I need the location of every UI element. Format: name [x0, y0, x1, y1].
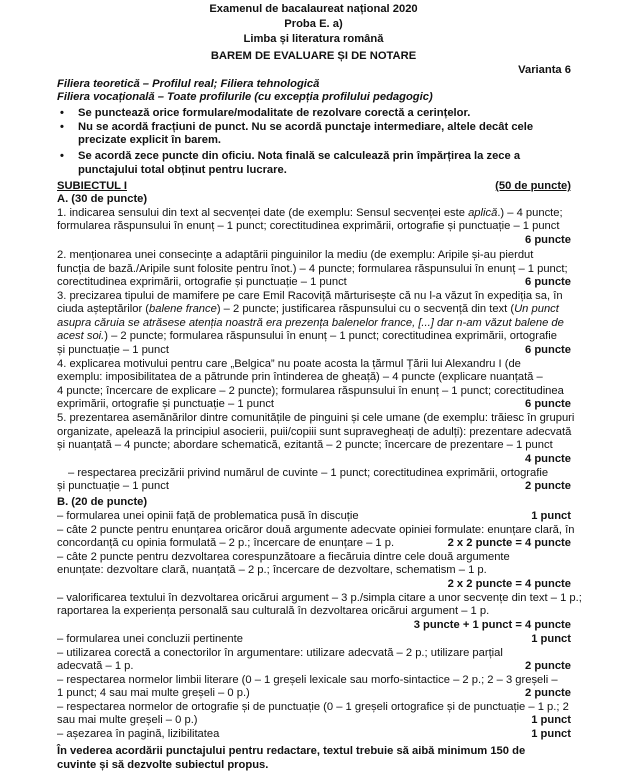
rule-1: Se punctează orice formulare/modalitate de rezolvare corectă a cerințelor.	[78, 107, 471, 119]
criterion-text-use-line-2: raportarea la experiența personală sau culturală în dezvoltarea oricărui argument – 1 p.	[57, 605, 490, 617]
criterion-layout-points: 1 punct	[531, 728, 571, 740]
criterion-conclusion-points: 1 punct	[531, 633, 571, 645]
item-3-line-3: asupra căruia se atrăsese atenția noastră era prezența balenelor france, [...] dar n-am văzut balene de	[57, 317, 564, 329]
criterion-text-use-line-1: – valorificarea textului în dezvoltarea oricărui argument – 3 p./simpla citare a unor secvențe din text – 1 p.;	[57, 592, 582, 604]
exam-subject: Proba E. a)	[284, 18, 343, 30]
criterion-connectors-points: 2 puncte	[524, 660, 571, 672]
criterion-norms-line-1: – respectarea normelor limbii literare (0 – 1 greșeli lexicale sau morfo-sintactice – 2 p.; 2 – 3 greșeli –	[57, 674, 558, 686]
part-b-title: B. (20 de puncte)	[57, 496, 148, 508]
criterion-development-line-1: – câte 2 puncte pentru dezvoltarea corespunzătoare a fiecăruia dintre cele două argumente	[57, 551, 510, 563]
part-a-title: A. (30 de puncte)	[57, 193, 148, 205]
bullet-icon: •	[60, 150, 64, 162]
item-5-points: 2 puncte	[524, 480, 571, 492]
item-2-line-1: 2. menționarea unei consecințe a adaptării pinguinilor la mediu (de exemplu: Aripile și-au pierdut	[57, 249, 534, 261]
criterion-arguments-line-1: – câte 2 puncte pentru enunțarea oricăror două argumente adecvate opiniei formulate: enunțare clară, în	[57, 524, 575, 536]
item-2-points: 6 puncte	[524, 276, 571, 288]
criterion-spelling-line-1: – respectarea normelor de ortografie și de punctuație (0 – 1 greșeli ortografice și de punctuație – 1 p.; 2	[57, 701, 569, 713]
item-3-line-1: 3. precizarea tipului de mamifere pe care Emil Racoviță mărturisește că nu l-a văzut în expediția sa, în	[57, 290, 563, 302]
section-points: (50 de puncte)	[495, 180, 571, 192]
item-3-line-4: acest soi.) – 2 puncte; formularea răspunsului în enunț – 1 punct; corectitudinea exprimării, ortografie	[57, 330, 557, 342]
item-4-line-3: 4 puncte; încercare de explicare – 2 puncte); formularea răspunsului în enunț – 1 punct; corectitudinea	[57, 385, 564, 397]
criterion-arguments-line-2: concordanță cu opinia formulată – 2 p.; încercare de enunțare – 1 p.	[57, 537, 395, 549]
criterion-development-line-2: enunțate: dezvoltare clară, nuanțată – 2 p.; încercare de dezvoltare, schematism – 1 p.	[57, 564, 487, 576]
section-title: SUBIECTUL I	[57, 180, 128, 192]
item-4-line-4: exprimării, ortografie și punctuație – 1 punct	[57, 398, 275, 410]
item-1-line-2: formularea răspunsului în enunț – 1 punct; corectitudinea exprimării, ortografie și punctuație – 1 punct	[57, 220, 560, 232]
item-3-line-5: și punctuație – 1 punct	[57, 344, 169, 356]
item-5-line-2: organizate, apelează la principiul asocierii, puii/copiii sunt supravegheați de adulți): prezentare adecvată	[57, 426, 572, 438]
item-3-points: 6 puncte	[524, 344, 571, 356]
item-4-line-1: 4. explicarea motivului pentru care „Belgica” nu poate acosta la țărmul Țării lui Alexandru I (de	[57, 358, 521, 370]
criterion-layout: – așezarea în pagină, lizibilitatea	[57, 728, 220, 740]
item-5-subpoints: 4 puncte	[524, 453, 571, 465]
final-note-line-1: În vederea acordării punctajului pentru redactare, textul trebuie să aibă minimum 150 de	[57, 745, 526, 757]
criterion-connectors-line-1: – utilizarea corectă a conectorilor în argumentare: utilizare adecvată – 2 p.; utilizare parțial	[57, 647, 503, 659]
criterion-norms-line-2: 1 punct; 4 sau mai multe greșeli – 0 p.)	[57, 687, 250, 699]
criterion-development-points: 2 x 2 puncte = 4 puncte	[447, 578, 571, 590]
variant-label: Varianta 6	[518, 64, 571, 76]
item-1-line-1: 1. indicarea sensului din text al secvenței date (de exemplu: Sensul secvenței este aplică.) – 4 puncte;	[57, 207, 563, 219]
item-5-line-4: – respectarea precizării privind numărul de cuvinte – 1 punct; corectitudinea exprimării, ortografie	[68, 467, 549, 479]
filiera-line-2: Filiera vocațională – Toate profilurile (cu excepția profilului pedagogic)	[57, 91, 433, 103]
criterion-conclusion: – formularea unei concluzii pertinente	[57, 633, 243, 645]
criterion-arguments-points: 2 x 2 puncte = 4 puncte	[447, 537, 571, 549]
bullet-icon: •	[60, 121, 64, 133]
criterion-text-use-points: 3 puncte + 1 punct = 4 puncte	[413, 619, 571, 631]
document-title: BAREM DE EVALUARE ȘI DE NOTARE	[210, 50, 417, 62]
item-2-line-2: funcția de bază./Aripile sunt folosite pentru înot.) – 4 puncte; formularea răspunsului în enunț – 1 punct;	[57, 263, 568, 275]
criterion-opinion-points: 1 punct	[531, 510, 571, 522]
item-4-points: 6 puncte	[524, 398, 571, 410]
criterion-connectors-line-2: adecvată – 1 p.	[57, 660, 134, 672]
criterion-norms-points: 2 puncte	[524, 687, 571, 699]
criterion-spelling-line-2: sau mai multe greșeli – 0 p.)	[57, 714, 198, 726]
item-5-line-5: și punctuație – 1 punct	[57, 480, 169, 492]
final-note-line-2: cuvinte și să dezvolte subiectul propus.	[57, 759, 269, 771]
criterion-spelling-points: 1 punct	[531, 714, 571, 726]
exam-title: Examenul de bacalaureat național 2020	[209, 3, 418, 15]
filiera-line-1: Filiera teoretică – Profilul real; Filiera tehnologică	[57, 78, 320, 90]
item-2-line-3: corectitudinea exprimării, ortografie și punctuație – 1 punct	[57, 276, 347, 288]
item-5-line-3: și nuanțată – 4 puncte; abordare schematică, ezitantă – 2 puncte; încercare de prezentare – 1 punct	[57, 439, 553, 451]
rule-3-line-1: Se acordă zece puncte din oficiu. Nota finală se calculează prin împărțirea la zece a	[78, 150, 521, 162]
criterion-opinion: – formularea unei opinii față de problematica pusă în discuție	[57, 510, 359, 522]
bullet-icon: •	[60, 107, 64, 119]
rule-2-line-1: Nu se acordă fracțiuni de punct. Nu se acordă punctaje intermediare, altele decât cele	[78, 121, 534, 133]
rule-3-line-2: punctajului total obținut pentru lucrare.	[78, 164, 287, 176]
item-5-line-1: 5. prezentarea asemănărilor dintre comunitățile de pinguini și cele umane (de exemplu: trăiesc în grupuri	[57, 412, 575, 424]
exam-discipline: Limba și literatura română	[243, 33, 384, 45]
item-4-line-2: exemplu: imposibilitatea de a pătrunde prin întinderea de gheață) – 4 puncte (explicare nuanțată –	[57, 371, 543, 383]
item-1-points: 6 puncte	[524, 234, 571, 246]
rule-2-line-2: precizate explicit în barem.	[78, 134, 222, 146]
item-3-line-2: ciuda așteptărilor (balene france) – 2 puncte; justificarea răspunsului cu o secvență din text (Un punct	[57, 303, 559, 315]
